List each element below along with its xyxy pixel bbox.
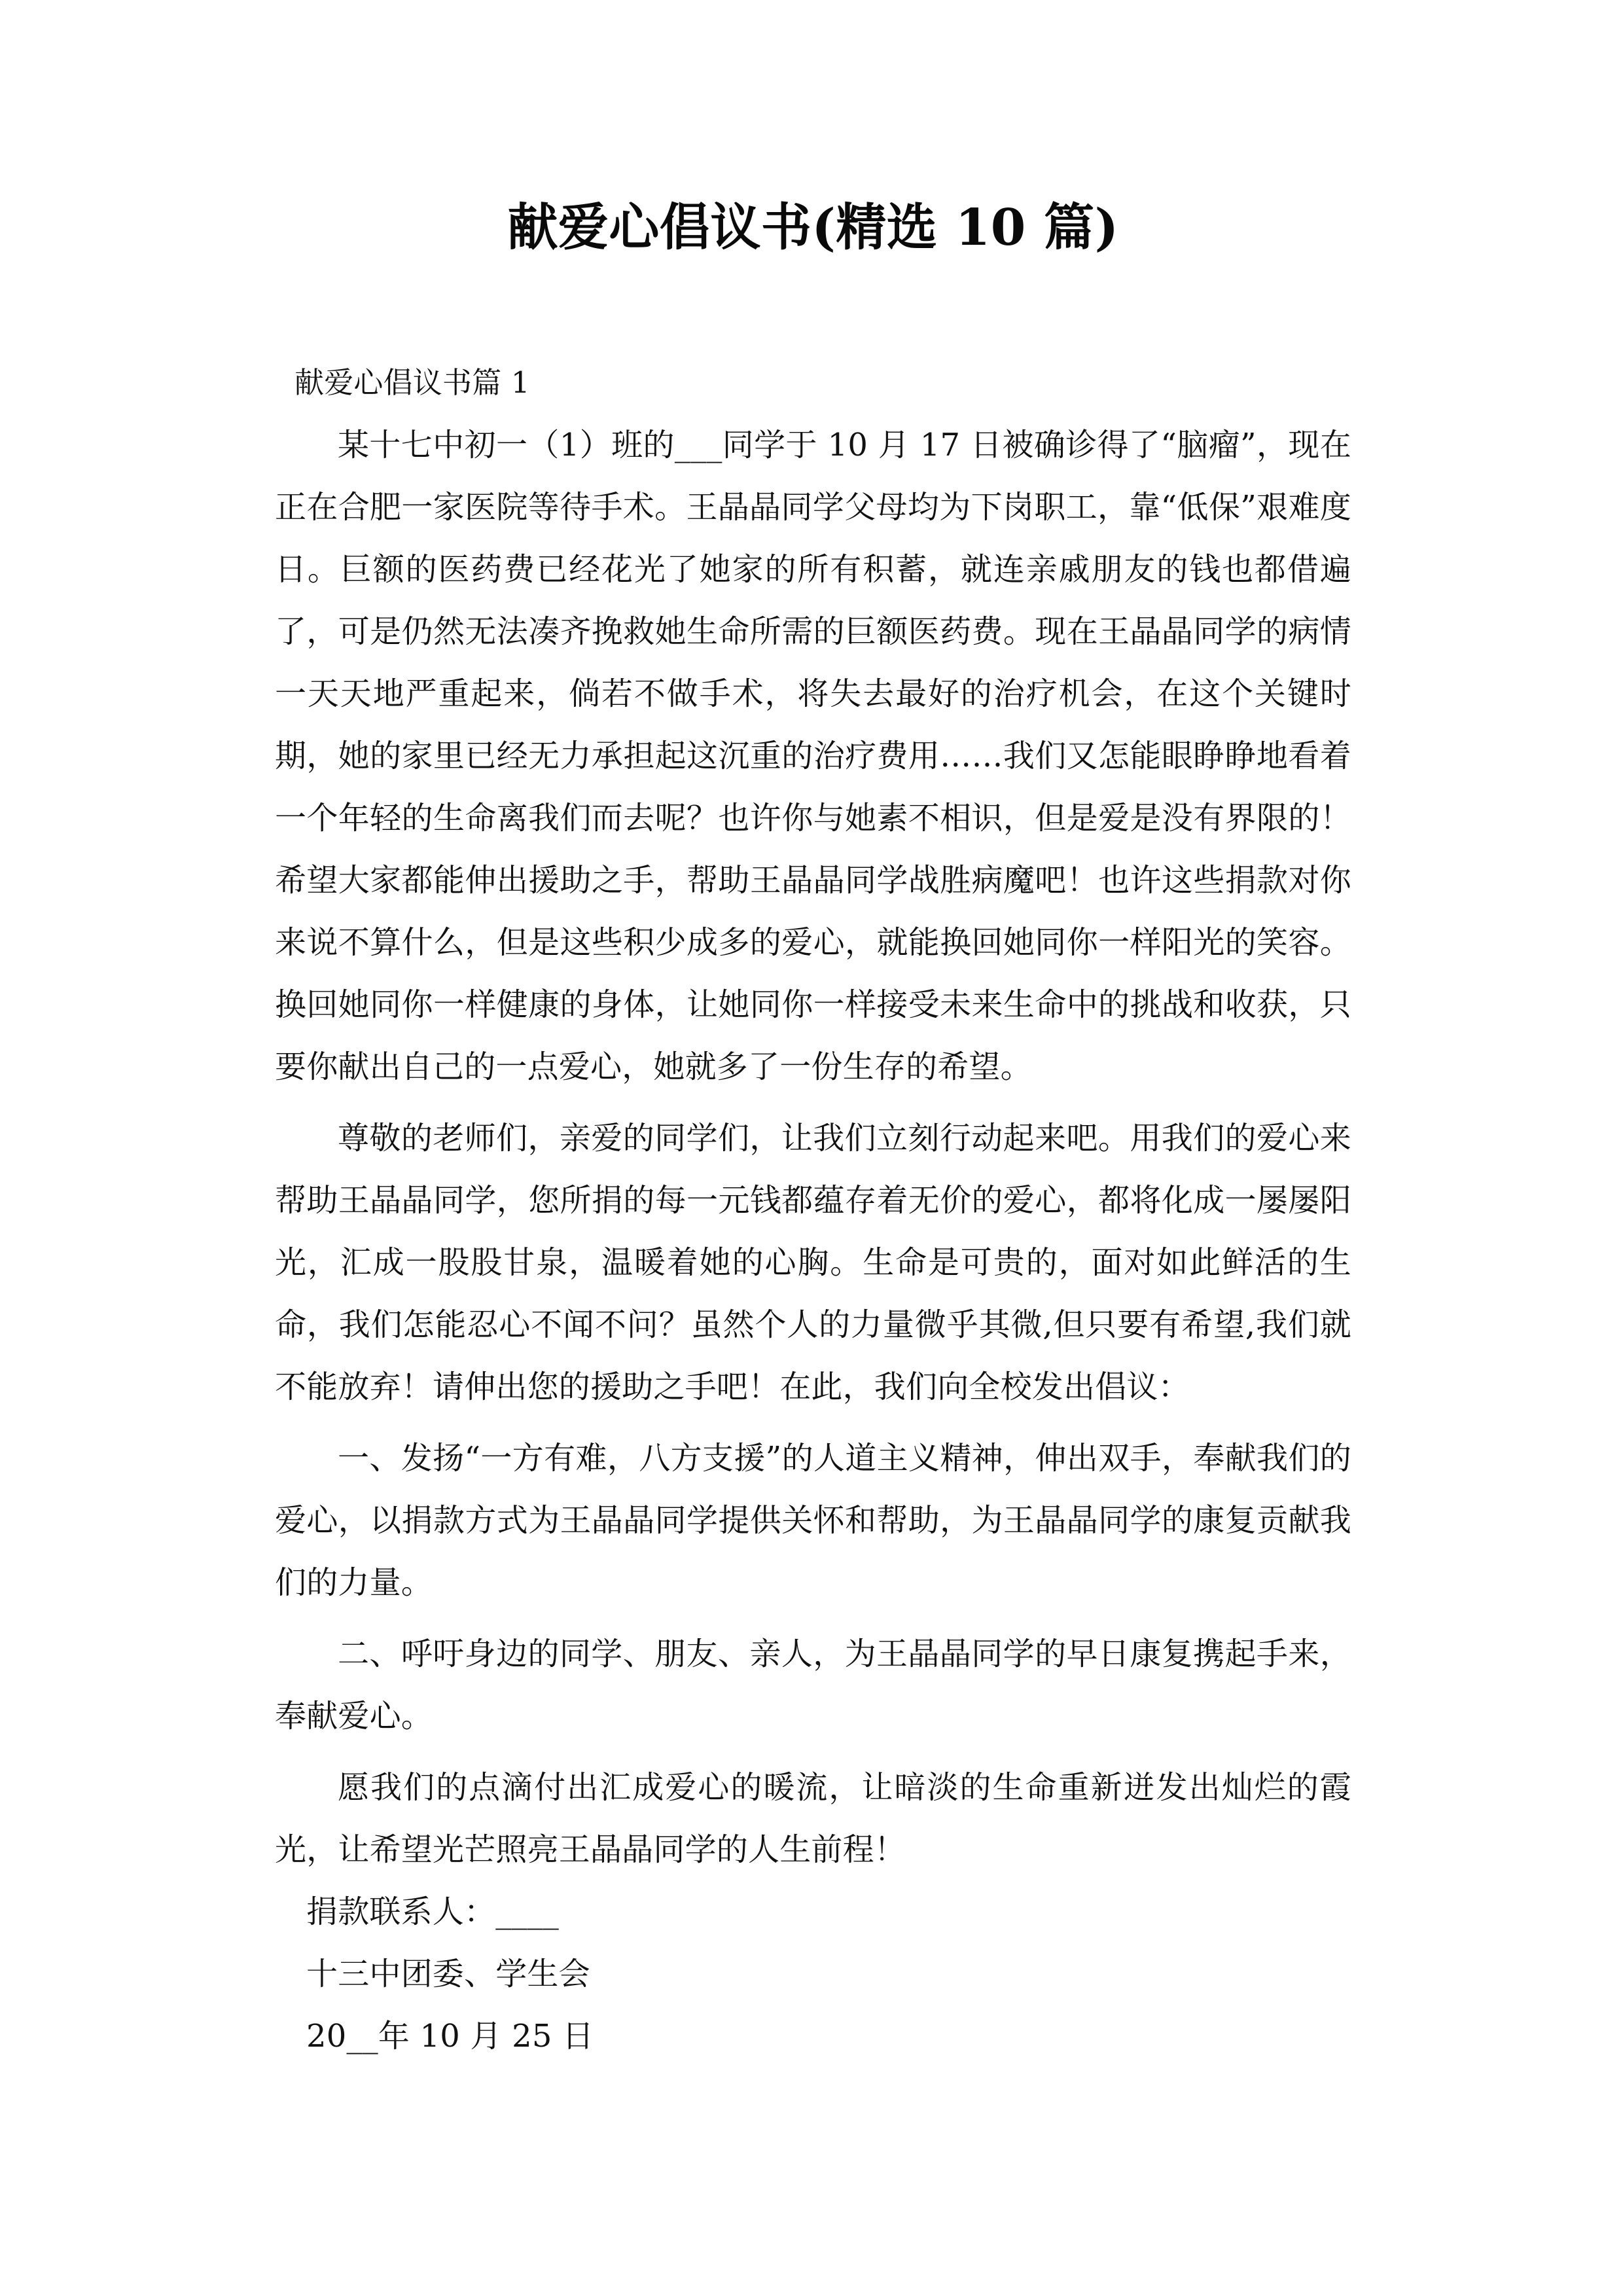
closing-date-line: 20__年 10 月 25 日 [306, 2017, 594, 2054]
body-paragraph-3: 一、发扬“一方有难，八方支援”的人道主义精神，伸出双手，奉献我们的爱心，以捐款方式为王晶晶同学提供关怀和帮助，为王晶晶同学的康复贡献我们的力量。 [275, 1439, 1351, 1601]
section-heading: 献爱心倡议书篇 1 [294, 365, 530, 401]
body-paragraph-1: 某十七中初一（1）班的___同学于 10 月 17 日被确诊得了“脑瘤”，现在正在合肥一家医院等待手术。王晶晶同学父母均为下岗职工，靠“低保”艰难度日。巨额的医药费已经花光了她家的所有积蓄，就连亲戚朋友的钱也都借遍了，可是仍然无法凑齐挽救她生命所需的巨额医药费。现在王晶晶同学的病情一天天地严重起来，倘若不做手术，将失去最好的治疗机会，在这个关键时期，她的家里已经无力承担起这沉重的治疗费用……我们又怎能眼睁睁地看着一个年轻的生命离我们而去呢？也许你与她素不相识，但是爱是没有界限的！希望大家都能伸出援助之手，帮助王晶晶同学战胜病魔吧！也许这些捐款对你来说不算什么，但是这些积少成多的爱心，就能换回她同你一样阳光的笑容。换回她同你一样健康的身体，让她同你一样接受未来生命中的挑战和收获，只要你献出自己的一点爱心，她就多了一份生存的希望。 [275, 426, 1351, 1085]
document-content [275, 0, 1351, 2068]
closing-contact-line: 捐款联系人：____ [306, 1893, 560, 1930]
page-title: 献爱心倡议书(精选 10 篇) [507, 198, 1119, 257]
body-paragraph-2: 尊敬的老师们，亲爱的同学们，让我们立刻行动起来吧。用我们的爱心来帮助王晶晶同学，您所捐的每一元钱都蕴存着无价的爱心，都将化成一屡屡阳光，汇成一股股甘泉，温暖着她的心胸。生命是可贵的，面对如此鲜活的生命，我们怎能忍心不闻不问？虽然个人的力量微乎其微,但只要有希望,我们就不能放弃！请伸出您的援助之手吧！在此，我们向全校发出倡议： [275, 1119, 1351, 1405]
closing-organization-line: 十三中团委、学生会 [306, 1955, 590, 1992]
body-paragraph-4: 二、呼吁身边的同学、朋友、亲人，为王晶晶同学的早日康复携起手来，奉献爱心。 [275, 1635, 1351, 1734]
body-paragraph-5: 愿我们的点滴付出汇成爱心的暖流，让暗淡的生命重新迸发出灿烂的霞光，让希望光芒照亮王晶晶同学的人生前程！ [275, 1768, 1351, 1868]
